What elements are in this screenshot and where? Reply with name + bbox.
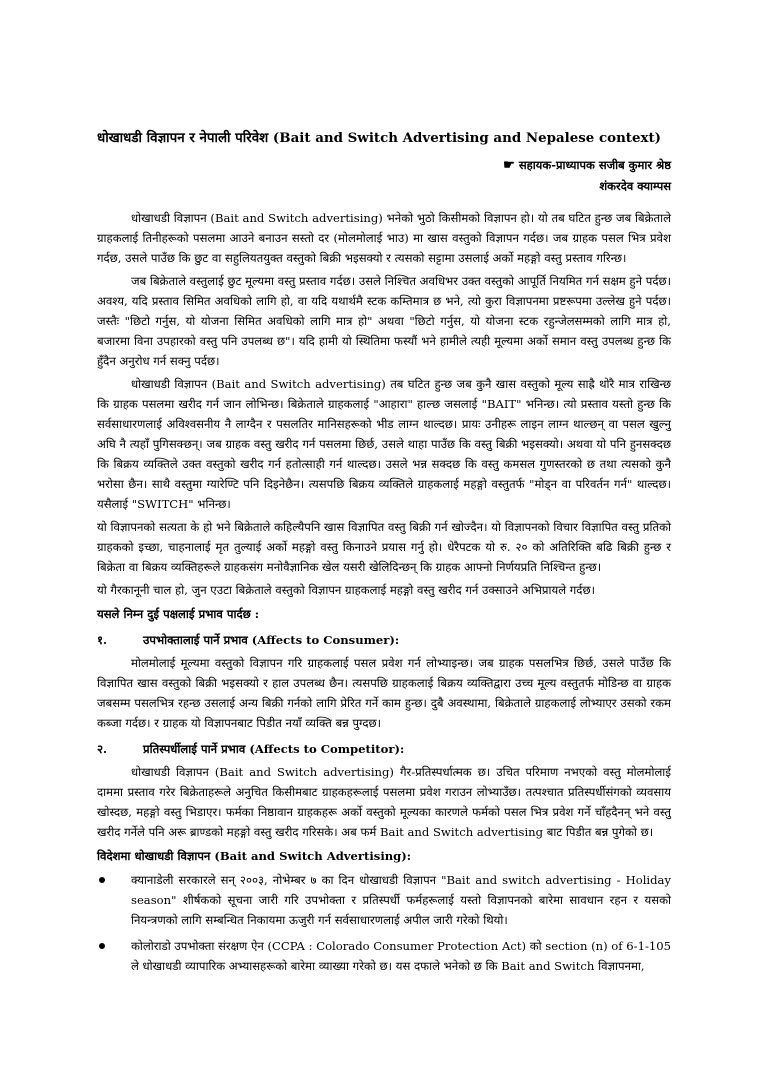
section-heading-competitor — [97, 739, 671, 759]
paragraph-truth: यो विज्ञापनको सत्यता के हो भने बिक्रेताले कहिल्यैपनि खास विज्ञापित वस्तु बिक्री गर्न खोज्दैन। यो विज्ञापनको विचार विज्ञापित वस्तु प्रतिको ग्राहकको इच्छा, चाहनालाई मृत तुल्याई अर्को महङ्गो वस्तु किनाउने प्रयास गर्नु हो। धेरैपटक यो रु. २० को अतिरिक्ति बढि बिक्री हुन्छ र बिक्रेता वा बिक्रय व्यक्तिहरूले ग्राहकसंग मनोवैज्ञानिक खेल यसरी खेलिदिन्छन् कि ग्राहक आफ्नो निर्णयप्रति निश्चिन्त हुन्छ। — [97, 520, 671, 574]
list-item-text: क्यानाडेली सरकारले सन् २००३, नोभेम्बर ७ का दिन धोखाधडी विज्ञापन "Bait and switch advertising - Holiday season" शीर्षकको सूचना जारी गरि उपभोक्ता र प्रतिस्पर्धी फर्महरूलाई यस्तो विज्ञापनको बारेमा सावधान रहन र यसको नियन्त्रणको लागि सम्बन्धित निकायमा ऊजुरी गर्न सर्वसाधारणलाई अपील जारी गरेको थियो। — [131, 873, 671, 927]
bullet-list — [97, 870, 671, 976]
section-number: २. — [97, 742, 108, 756]
abroad-heading: विदेशमा धोखाधडी विज्ञापन (Bait and Switch Advertising): — [97, 849, 412, 863]
section-text-consumer: मोलमोलाई मूल्यमा वस्तुको विज्ञापन गरि ग्राहकलाई पसल प्रवेश गर्न लोभ्याइन्छ। जब ग्राहक पसलभित्र छिर्छ, उसले पाउँछ कि विज्ञापित खास वस्तुको बिक्री भइसक्यो र हाल उपलब्ध छैन। त्यसपछि ग्राहकलाई बिक्रय व्यक्तिद्वारा उच्च मूल्य वस्तुतर्फ मोडिन्छ वा ग्राहक जबसम्म पसलभित्र रहन्छ उसलाई अन्य बिक्री गर्नको लागि प्रेरित गर्ने काम हुन्छ। दुबै अवस्थामा, बिक्रेताले ग्राहकलाई लोभ्याएर उसको रकम कब्जा गर्दछ। र ग्राहक यो विज्ञापनबाट पिडीत नयाँ व्यक्ति बन्न पुग्दछ। — [97, 656, 671, 730]
list-item — [97, 870, 671, 930]
author-name-line — [503, 155, 671, 176]
paragraph-intro: धोखाधडी विज्ञापन (Bait and Switch advertising) भनेको भुठो किसीमको विज्ञापन हो। यो तब घटित हुन्छ जब बिक्रेताले ग्राहकलाई तिनीहरूको पसलमा आउने बनाउन सस्तो दर (मोलमोलाई भाउ) मा खास वस्तुको विज्ञापन गर्दछ। जब ग्राहक पसल भित्र प्रवेश गर्दछ, उसले पाउँछ कि छुट वा सहुलियतयुक्त वस्तुको बिक्री भइसक्यो र त्यसको सट्टामा उसलाई अर्को महङ्गो वस्तु प्रस्ताव गरिन्छ। — [97, 211, 671, 265]
paragraph-illegal: यो गैरकानूनी चाल हो, जुन एउटा बिक्रेताले वस्तुको विज्ञापन ग्राहकलाई महङ्गो वस्तु खरीद गर्न उक्साउने अभिप्रायले गर्दछ। — [97, 583, 595, 597]
pointing-hand-icon: ☛ — [503, 158, 515, 173]
impact-heading: यसले निम्न दुई पक्षलाई प्रभाव पार्दछ : — [97, 607, 260, 621]
section-number: १. — [97, 633, 108, 647]
list-item-text: कोलोराडो उपभोक्ता संरक्षण ऐन (CCPA : Colorado Consumer Protection Act) को section (n) of 6-1-105 ले धोखाधडी व्यापारिक अभ्यासहरूको बारेमा व्याख्या गरेको छ। यस दफाले भनेको छ कि Bait and Switch विज्ञापनमा, — [131, 939, 671, 973]
section-text-competitor: धोखाधडी विज्ञापन (Bait and Switch advertising) गैर-प्रतिस्पर्धात्मक छ। उचित परिमाण नभएको वस्तु मोलमोलाई दाममा प्रस्ताव गरेर बिक्रेताहरूले अनुचित किसीमबाट ग्राहकहरूलाई पसलमा प्रवेश गराउन लोभ्याउँछ। तत्पश्चात प्रतिस्पर्धीसंगको व्यवसाय खोस्दछ, महङ्गो वस्तु भिडाएर। फर्मका निष्ठावान ग्राहकहरू अर्को वस्तुको मूल्यका कारणले फर्मको पसल भित्र प्रवेश गर्ने चाँहदैनन् भने वस्तु खरीद गर्नेले पनि अरू ब्राण्डको महङ्गो वस्तु खरीद गरिसके। अब फर्म Bait and Switch advertising बाट पिडीत बन्न पुगेको छ। — [97, 765, 671, 839]
document-title: धोखाधडी विज्ञापन र नेपाली परिवेश (Bait and Switch Advertising and Nepalese context) — [97, 130, 662, 146]
document-body — [97, 208, 671, 982]
author-campus: शंकरदेव क्याम्पस — [599, 179, 671, 193]
author-block — [503, 155, 671, 196]
bullet-icon — [99, 943, 105, 949]
section-title: प्रतिस्पर्धीलाई पार्ने प्रभाव (Affects to Competitor): — [143, 742, 405, 756]
paragraph-discount-offer: जब बिक्रेताले वस्तुलाई छुट मूल्यमा वस्तु प्रस्ताव गर्दछ। उसले निश्चित अवधिभर उक्त वस्तुको आपूर्ति नियमित गर्न सक्षम हुने पर्दछ। अवश्य, यदि प्रस्ताव सिमित अवधिको लागि हो, वा यदि यथार्थमै स्टक कम्तिमात्र छ भने, त्यो कुरा विज्ञापनमा प्रष्टरूपमा उल्लेख हुने पर्दछ। जस्तैः "छिटो गर्नुस, यो योजना सिमित अवधिको लागि मात्र हो" अथवा "छिटो गर्नुस, यो योजना स्टक रहुन्जेलसम्मको लागि मात्र हो, बजारमा विना उपहारको वस्तु पनि उपलब्ध छ"। यदि हामी यो स्थितिमा फस्यौं भने हामीले त्यही मूल्यमा अर्को समान वस्तु उपलब्ध हुन्छ कि हुँदैन अनुरोध गर्न सक्नु पर्दछ। — [97, 274, 671, 368]
author-name: सहायक-प्राध्यापक सजीब कुमार श्रेष्ठ — [518, 158, 671, 172]
section-heading-consumer — [97, 630, 671, 650]
bullet-icon — [99, 877, 105, 883]
list-item — [97, 936, 671, 976]
section-title: उपभोक्तालाई पार्ने प्रभाव (Affects to Consumer): — [143, 633, 400, 647]
paragraph-bait-switch-explained: धोखाधडी विज्ञापन (Bait and Switch advertising) तब घटित हुन्छ जब कुनै खास वस्तुको मूल्य साह्रै थोरै मात्र राखिन्छ कि ग्राहक पसलमा खरीद गर्न जान लोभिन्छ। बिक्रेताले ग्राहकलाई "आहारा" हाल्छ जसलाई "BAIT" भनिन्छ। त्यो प्रस्ताव यस्तो हुन्छ कि सर्वसाधारणलाई अविश्वसनीय नै लाग्दैन र पसलतिर मानिसहरूको भीड लाग्न थाल्दछ। प्रायः उनीहरू लाइन लाग्न थाल्छन् वा पसल खुल्नु अघि नै त्यहाँ पुगिसक्छन्। जब ग्राहक वस्तु खरीद गर्न पसलमा छिर्छ, उसले थाहा पाउँछ कि वस्तु बिक्री भइसक्यो। अथवा यो पनि हुनसक्दछ कि बिक्रय व्यक्तिले उक्त वस्तुको खरीद गर्न हतोत्साही गर्न थाल्दछ। उसले भन्न सक्दछ कि वस्तु कमसल गुणस्तरको छ तथा त्यसको कुनै भरोसा छैन। साथै वस्तुमा ग्यारेण्टि पनि दिइनेछैन। त्यसपछि बिक्रय व्यक्तिले ग्राहकलाई महङ्गो वस्तुतर्फ "मोड्न वा परिवर्तन गर्न" थाल्दछ। यसैलाई "SWITCH" भनिन्छ। — [97, 377, 671, 511]
